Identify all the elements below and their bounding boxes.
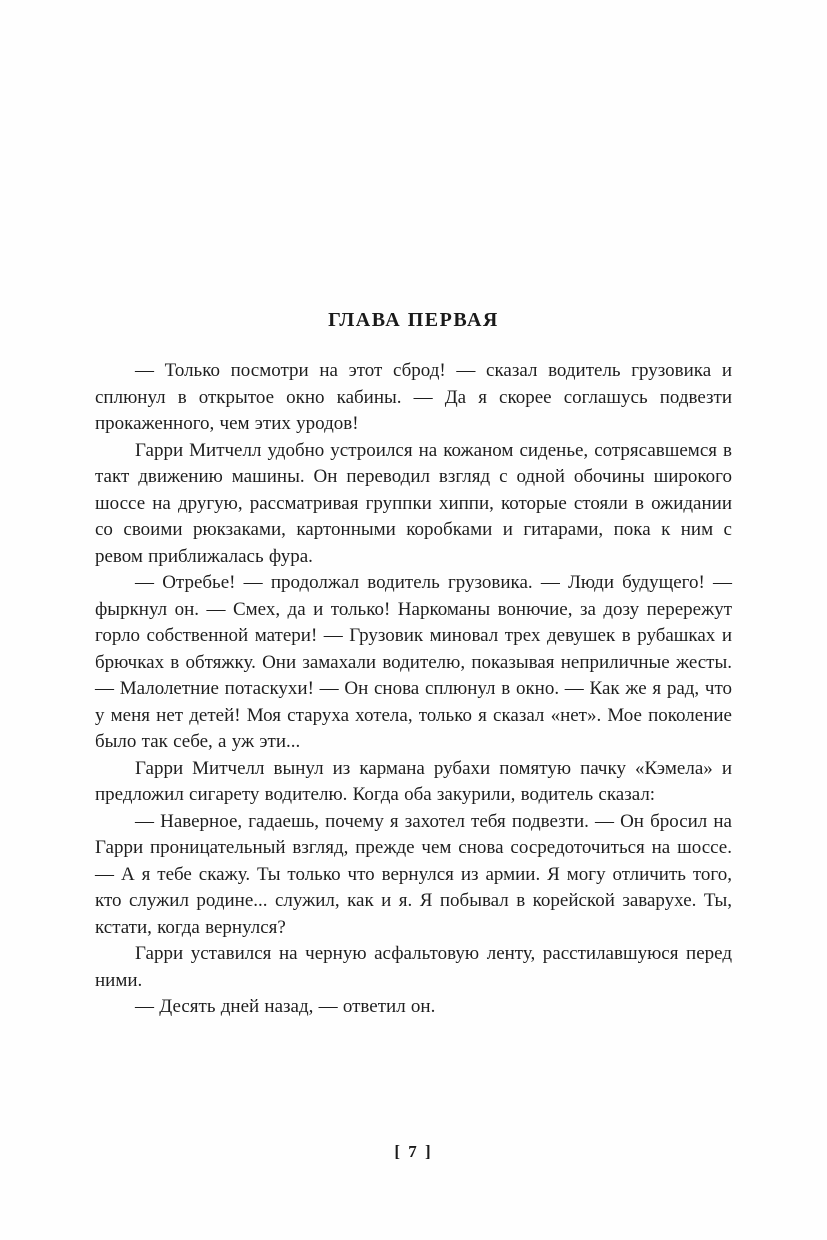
paragraph: — Десять дней назад, — ответил он. [135,996,436,1017]
paragraph: — Отребье! — продолжал водитель грузовика. — Люди будущего! — фыркнул он. — Смех, да и только! Наркоманы вонючие, за дозу перережут горло собственной матери! — Грузовик миновал трех девушек в рубашках и брючках в обтяжку. Они замахали водителю, показывая неприличные жесты. — Малолетние потаскухи! — Он снова сплюнул в окно. — Как же я рад, что у меня нет детей! Моя старуха хотела, только я сказал «нет». Мое поколение было так себе, а уж эти... [95,572,732,752]
paragraph: — Только посмотри на этот сброд! — сказал водитель грузовика и сплюнул в открытое окно кабины. — Да я скорее соглашусь подвезти прокаженного, чем этих уродов! [95,360,732,434]
text-block [95,358,732,1021]
paragraph: Гарри Митчелл удобно устроился на кожаном сиденье, сотрясавшемся в такт движению машины. Он переводил взгляд с одной обочины широкого шоссе на другую, рассматривая группки хиппи, которые стояли в ожидании со своими рюкзаками, картонными коробками и гитарами, пока к ним с ревом приближалась фура. [95,439,732,567]
paragraph: Гарри Митчелл вынул из кармана рубахи помятую пачку «Кэмела» и предложил сигарету водителю. Когда оба закурили, водитель сказал: [95,757,732,805]
page-number: [ 7 ] [394,1142,433,1161]
paragraph: Гарри уставился на черную асфальтовую ленту, расстилавшуюся перед ними. [95,943,732,991]
chapter-title: ГЛАВА ПЕРВАЯ [328,309,499,331]
paragraph: — Наверное, гадаешь, почему я захотел тебя подвезти. — Он бросил на Гарри проницательный взгляд, прежде чем снова сосредоточиться на шоссе. — А я тебе скажу. Ты только что вернулся из армии. Я могу отличить того, кто служил родине... служил, как и я. Я побывал в корейской заварухе. Ты, кстати, когда вернулся? [95,810,732,938]
